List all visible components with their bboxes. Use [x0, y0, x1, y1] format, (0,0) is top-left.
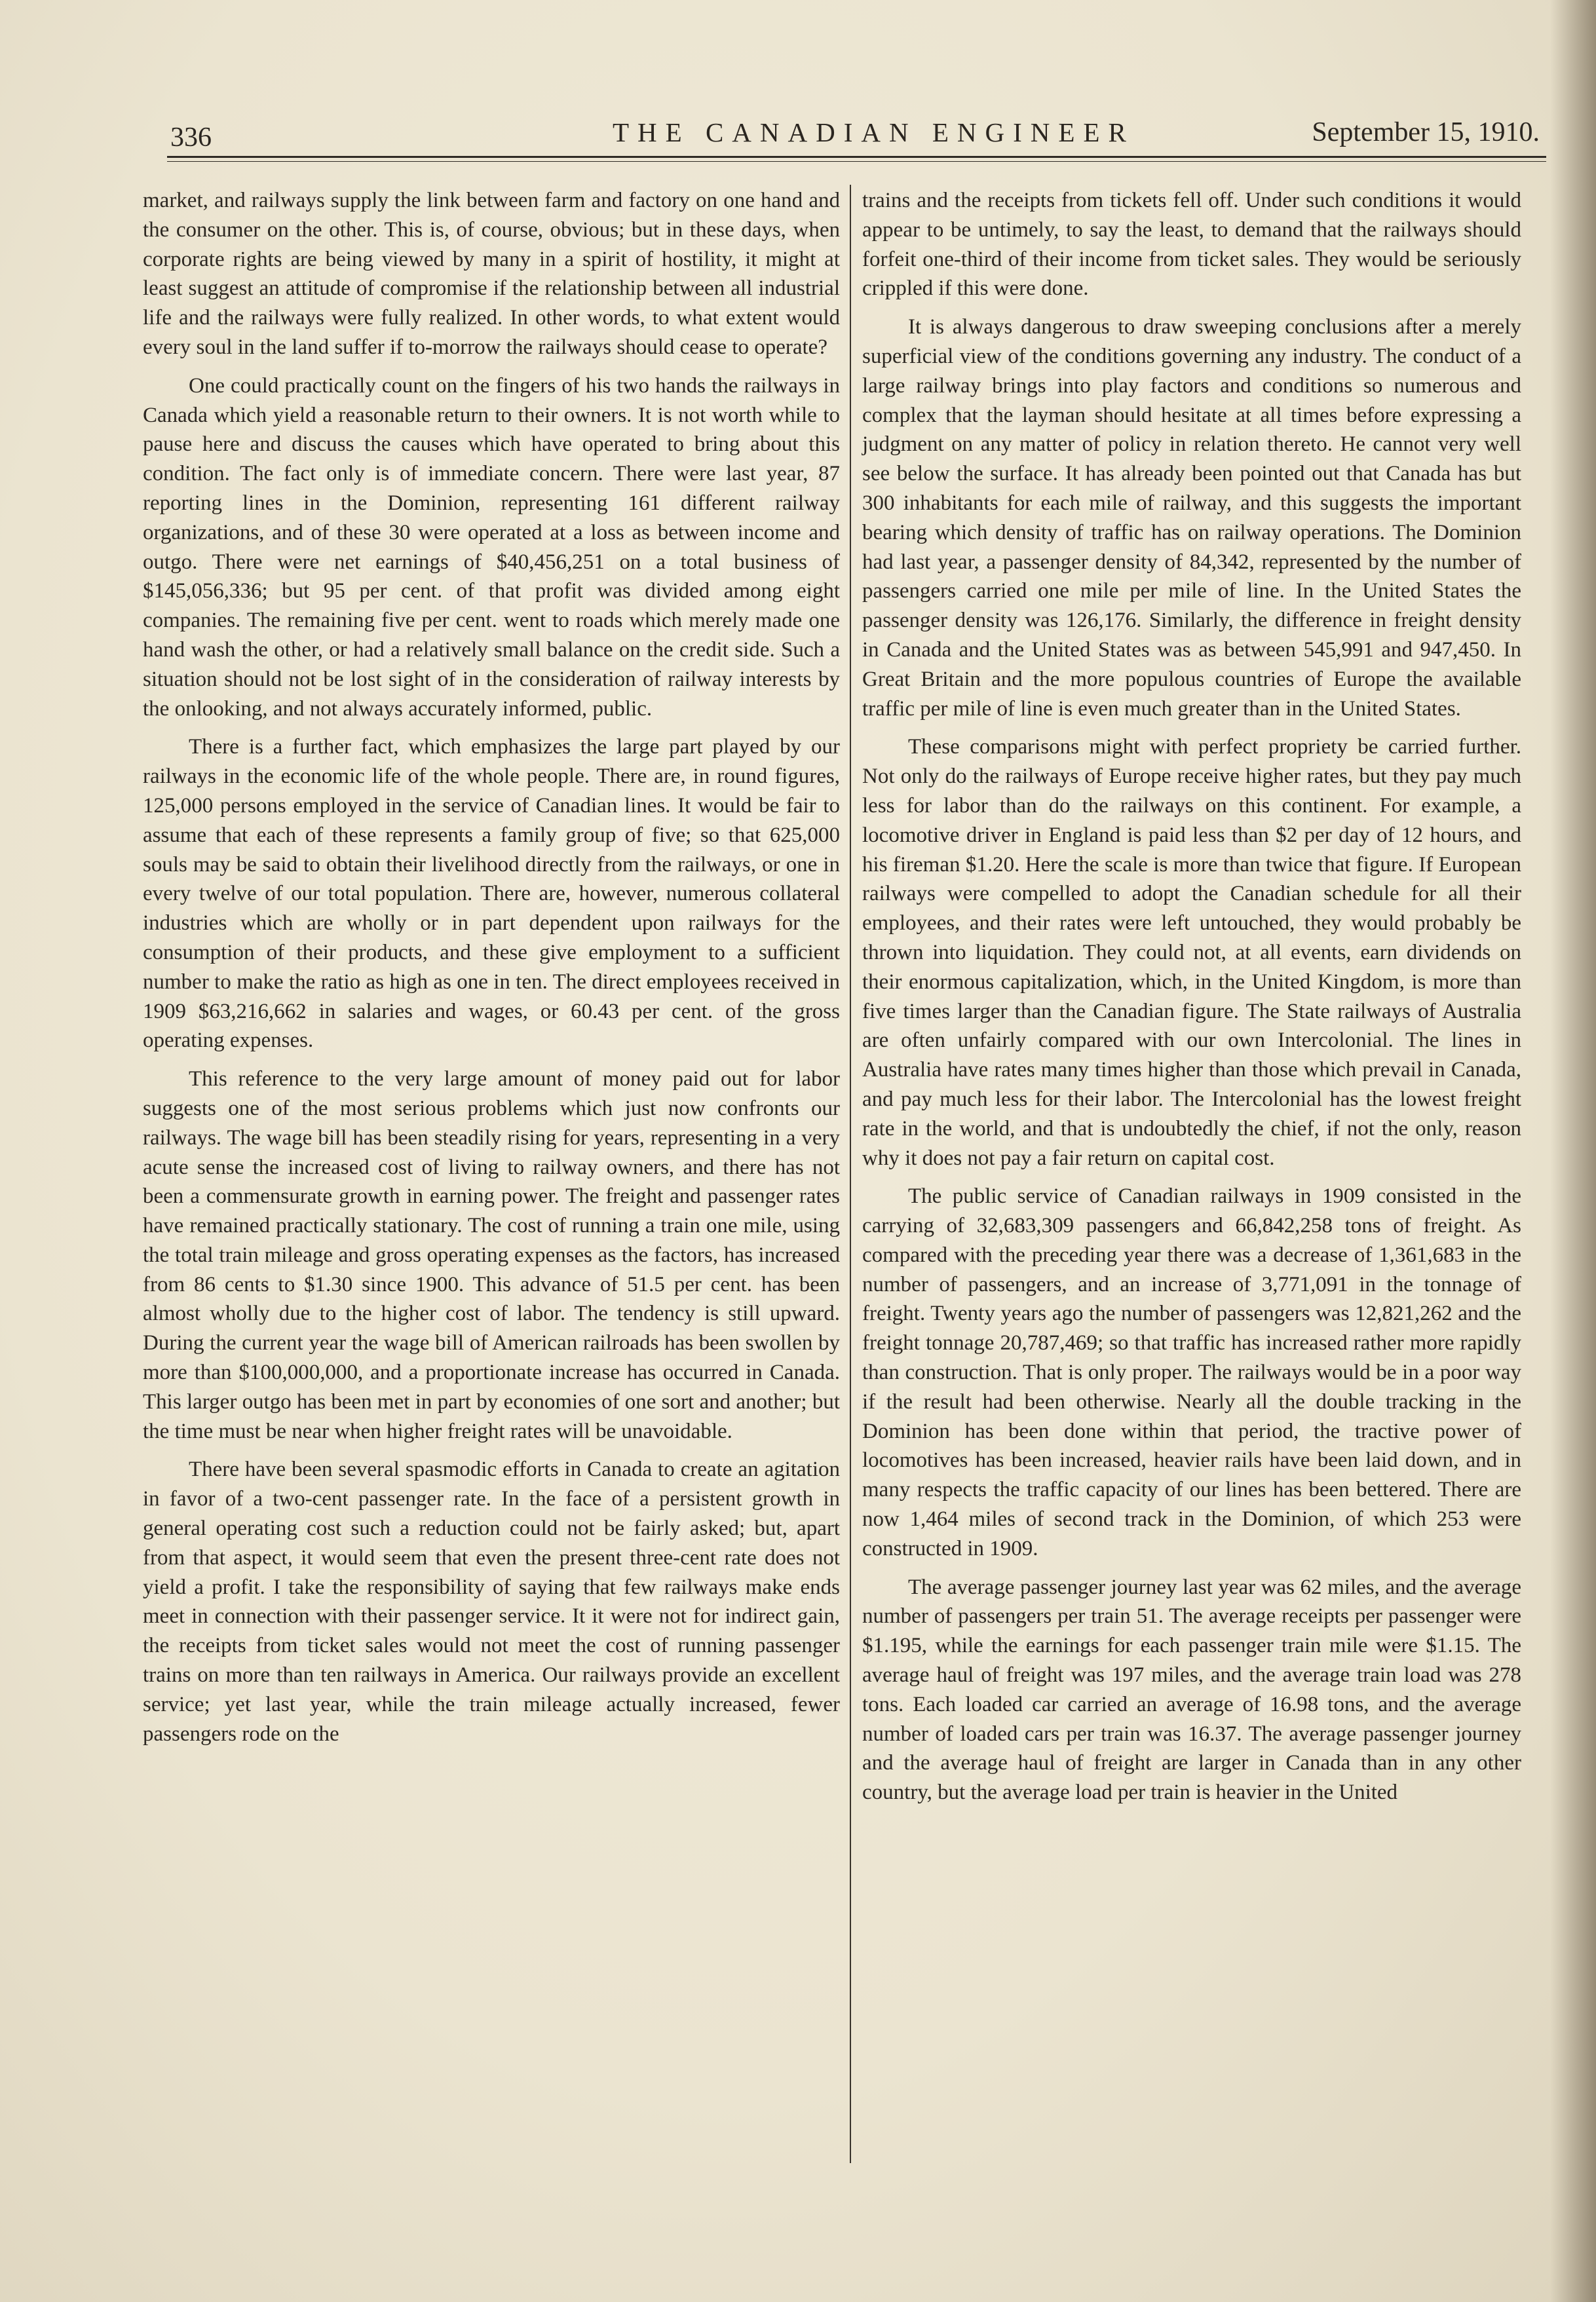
right-column: [862, 186, 1521, 1817]
column-divider: [850, 185, 851, 2163]
paragraph: One could practically count on the fingers of his two hands the railways in Canada which yield a reasonable return to their owners. It is not worth while to pause here and discuss the causes which have operated to bring about this condition. The fact only is of immediate concern. There were last year, 87 reporting lines in the Dominion, representing 161 different railway organizations, and of these 30 were operated at a loss as between income and outgo. There were net earnings of $40,456,251 on a total business of $145,056,336; but 95 per cent. of that profit was divided among eight companies. The remaining five per cent. went to roads which merely made one hand wash the other, or had a relatively small balance on the credit side. Such a situation should not be lost sight of in the consideration of railway interests by the onlooking, and not always accurately informed, public.: [143, 373, 840, 721]
paragraph: The public service of Canadian railways in 1909 consisted in the carrying of 32,683,309 passengers and 66,842,258 tons of freight. As compared with the preceding year there was a decrease of 1,361,683 in the number of passengers, and an increase of 3,771,091 in the tonnage of freight. Twenty years ago the number of passengers was 12,821,262 and the freight tonnage 20,787,469; so that traffic has increased rather more rapidly than construction. That is only proper. The railways would be in a poor way if the result had been otherwise. Nearly all the double tracking in the Dominion has been done within that period, the tractive power of locomotives has been increased, heavier rails have been laid down, and in many respects the traffic capacity of our lines has been bettered. There are now 1,464 miles of second track in the Dominion, of which 253 were constructed in 1909.: [862, 1184, 1521, 1560]
left-column: [143, 186, 840, 1758]
issue-date: September 15, 1910.: [1312, 117, 1540, 147]
binding-shadow: [1550, 0, 1596, 2302]
paragraph: This reference to the very large amount of money paid out for labor suggests one of the most serious problems which just now confronts our railways. The wage bill has been steadily rising for years, representing in a very acute sense the increased cost of living to railway owners, and there has not been a commensurate growth in earning power. The freight and passenger rates have remained practically stationary. The cost of running a train one mile, using the total train mileage and gross operating expenses as the factors, has increased from 86 cents to $1.30 since 1900. This advance of 51.5 per cent. has been almost wholly due to the higher cost of labor. The tendency is still upward. During the current year the wage bill of American railroads has been swollen by more than $100,000,000, and a proportionate increase has occurred in Canada. This larger outgo has been met in part by economies of one sort and another; but the time must be near when higher freight rates will be unavoidable.: [143, 1067, 840, 1443]
page-number: 336: [170, 123, 212, 153]
journal-title: THE CANADIAN ENGINEER: [613, 117, 1135, 147]
paragraph: trains and the receipts from tickets fell off. Under such conditions it would appear to be untimely, to say the least, to demand that the railways should forfeit one-third of their income from ticket sales. They would be seriously crippled if this were done.: [862, 189, 1521, 301]
paragraph: These comparisons might with perfect propriety be carried further. Not only do the railways of Europe receive higher rates, but they pay much less for labor than do the railways on this continent. For example, a locomotive driver in England is paid less than $2 per day of 12 hours, and his fireman $1.20. Here the scale is more than twice that figure. If European railways were compelled to adopt the Canadian schedule for all their employees, and their rates were left untouched, they would probably be thrown into liquidation. They could not, at all events, earn dividends on their enormous capitalization, which, in the United Kingdom, is more than five times larger than the Canadian figure. The State railways of Australia are often unfairly compared with our own Intercolonial. The lines in Australia have rates many times higher than those which prevail in Canada, and pay much less for their labor. The Intercolonial has the lowest freight rate in the world, and that is undoubtedly the chief, if not the only, reason why it does not pay a fair return on capital cost.: [862, 735, 1521, 1170]
paragraph: It is always dangerous to draw sweeping conclusions after a merely superficial view of the conditions governing any industry. The conduct of a large railway brings into play factors and conditions so numerous and complex that the layman should hesitate at all times before expressing a judgment on any matter of policy in relation thereto. He cannot very well see below the surface. It has already been pointed out that Canada has but 300 inhabitants for each mile of railway, and this suggests the important bearing which density of traffic has on railway operations. The Dominion had last year, a passenger density of 84,342, represented by the number of passengers carried one mile per mile of line. In the United States the passenger density was 126,176. Similarly, the difference in freight density in Canada and the United States was as between 545,991 and 947,450. In Great Britain and the more populous countries of Europe the available traffic per mile of line is even much greater than in the United States.: [862, 315, 1521, 721]
paragraph: There is a further fact, which emphasizes the large part played by our railways in the economic life of the whole people. There are, in round figures, 125,000 persons employed in the service of Canadian lines. It would be fair to assume that each of these represents a family group of five; so that 625,000 souls may be said to obtain their livelihood directly from the railways, or one in every twelve of our total population. There are, however, numerous collateral industries which are wholly or in part dependent upon railways for the consumption of their products, and these give employment to a sufficient number to make the ratio as high as one in ten. The direct employees received in 1909 $63,216,662 in salaries and wages, or 60.43 per cent. of the gross operating expenses.: [143, 735, 840, 1053]
paragraph: The average passenger journey last year was 62 miles, and the average number of passengers per train 51. The average receipts per passenger were $1.195, while the earnings for each passenger train mile were $1.15. The average haul of freight was 197 miles, and the average train load was 278 tons. Each loaded car carried an average of 16.98 tons, and the average number of loaded cars per train was 16.37. The average passenger journey and the average haul of freight are larger in Canada than in any other country, but the average load per train is heavier in the United: [862, 1575, 1521, 1805]
header-rule-thin: [167, 161, 1546, 162]
paragraph: There have been several spasmodic efforts in Canada to create an agitation in favor of a two-cent passenger rate. In the face of a persistent growth in general operating cost such a reduction could not be fairly asked; but, apart from that aspect, it would seem that even the present three-cent rate does not yield a profit. I take the responsibility of saying that few railways make ends meet in connection with their passenger service. It it were not for indirect gain, the receipts from ticket sales would not meet the cost of running passenger trains on more than ten railways in America. Our railways provide an excellent service; yet last year, while the train mileage actually increased, fewer passengers rode on the: [143, 1458, 840, 1746]
paragraph: market, and railways supply the link between farm and factory on one hand and the consumer on the other. This is, of course, obvious; but in these days, when corporate rights are being viewed by many in a spirit of hostility, it might at least suggest an attitude of compromise if the relationship between all industrial life and the railways were fully realized. In other words, to what extent would every soul in the land suffer if to-morrow the railways should cease to operate?: [143, 189, 840, 359]
page-header: [170, 113, 1540, 152]
header-rule: [167, 156, 1546, 158]
